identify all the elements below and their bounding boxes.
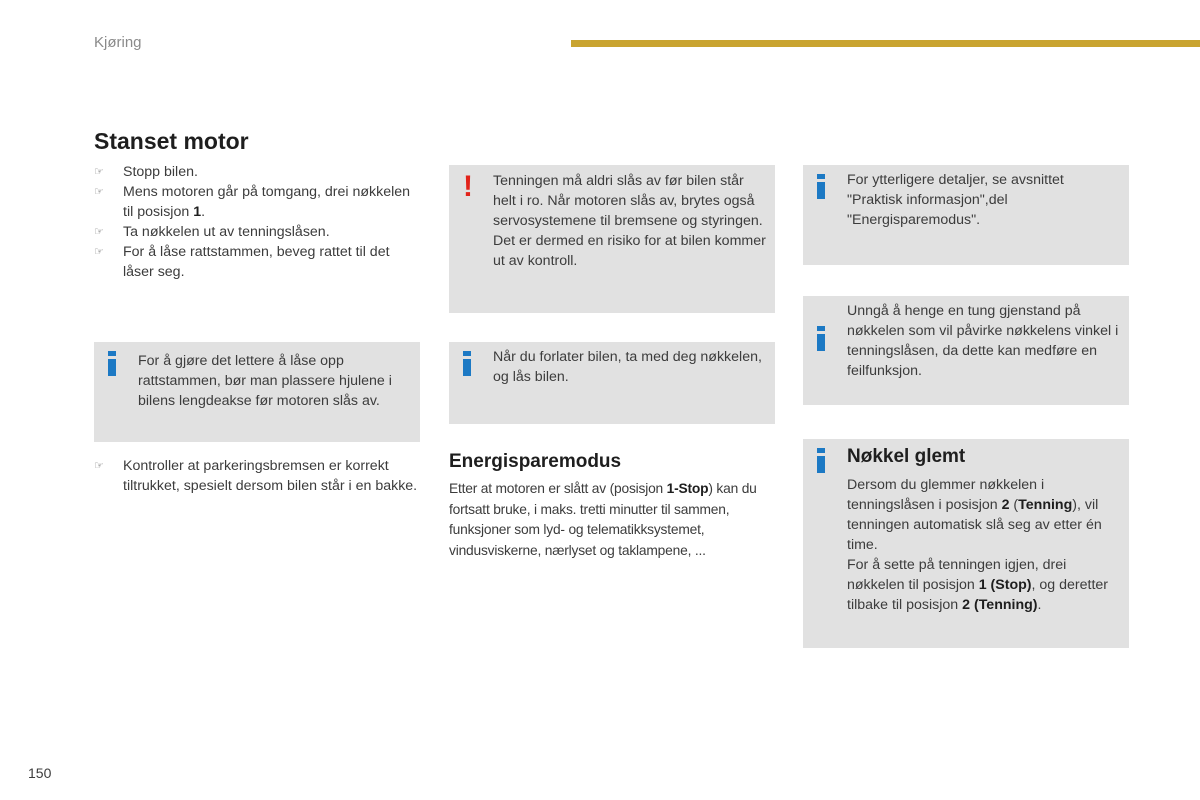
list-item	[94, 182, 420, 222]
text: .	[1037, 597, 1042, 613]
text: (	[1009, 497, 1019, 513]
energy-paragraph	[449, 479, 775, 561]
step-text-end: .	[201, 204, 206, 220]
pointing-hand-icon: ☞	[94, 226, 104, 238]
text: Dersom du glemmer nøkkelen i tenningslåsen i posisjon	[847, 477, 1045, 513]
info-box-heavy-object	[803, 296, 1129, 405]
pointing-hand-icon: ☞	[94, 186, 104, 198]
pointing-hand-icon: ☞	[94, 166, 104, 178]
step-text: Ta nøkkelen ut av tenningslåsen.	[123, 224, 330, 240]
pointing-hand-icon: ☞	[94, 246, 104, 258]
energy-bold: 1-Stop	[666, 481, 709, 496]
section-label: Kjøring	[94, 34, 142, 51]
energy-heading: Energisparemodus	[449, 451, 622, 472]
bold-text: 2 (Tenning)	[962, 597, 1038, 613]
forgotten-key-content	[847, 445, 1121, 615]
info-text: Når du forlater bilen, ta med deg nøkkelen, og lås bilen.	[493, 349, 762, 385]
info-icon	[816, 448, 826, 474]
info-text: For ytterligere detaljer, se avsnittet "Praktisk informasjon",del "Energisparemodus".	[847, 172, 1064, 228]
step-text: Mens motoren går på tomgang, drei nøkkelen til posisjon	[123, 184, 411, 220]
stop-steps-list	[94, 162, 420, 282]
info-box-details	[803, 165, 1129, 265]
forgotten-key-paragraph-1	[847, 475, 1121, 555]
energy-text-end: ) kan du fortsatt bruke, i maks. tretti minutter til sammen, funksjoner som lyd- og telematikksystemet, vindusviskerne, nærlyset og taklampene, ...	[449, 481, 757, 558]
step-text: Kontroller at parkeringsbremsen er korrekt tiltrukket, spesielt dersom bilen står i en bakke.	[123, 458, 418, 494]
text: ), vil tenningen automatisk slå seg av etter én time.	[847, 497, 1102, 553]
info-text: For å gjøre det lettere å låse opp rattstammen, bør man plassere hjulene i bilens lengdeakse før motoren slås av.	[138, 353, 392, 409]
bold-text: Tenning	[1018, 497, 1073, 513]
info-icon	[107, 351, 117, 377]
bold-text: 2	[1001, 497, 1010, 513]
warning-icon: !	[463, 170, 473, 203]
info-box-steering	[94, 342, 420, 442]
text: , og deretter tilbake til posisjon	[847, 577, 1109, 613]
text: For å sette på tenningen igjen, drei nøkkelen til posisjon	[847, 557, 1067, 593]
forgotten-key-heading: Nøkkel glemt	[847, 446, 966, 467]
header-rule	[571, 40, 1200, 47]
page-title: Stanset motor	[94, 128, 249, 154]
warning-box-ignition	[449, 165, 775, 313]
list-item	[94, 242, 420, 282]
info-icon	[462, 351, 472, 377]
energy-text-start: Etter at motoren er slått av (posisjon	[449, 481, 667, 496]
parking-steps-list	[94, 456, 420, 496]
list-item	[94, 222, 420, 242]
page-number: 150	[28, 765, 52, 781]
list-item	[94, 456, 420, 496]
info-text: Unngå å henge en tung gjenstand på nøkkelen som vil påvirke nøkkelens vinkel i tenningslåsen, da dette kan medføre en feilfunksjon.	[847, 303, 1119, 379]
warning-text: Tenningen må aldri slås av før bilen står helt i ro. Når motoren slås av, brytes også servosystemene til bremsene og styringen. Det er dermed en risiko for at bilen kommer ut av kontroll.	[493, 173, 766, 269]
pointing-hand-icon: ☞	[94, 460, 104, 472]
info-icon	[816, 174, 826, 200]
info-icon	[816, 326, 826, 352]
list-item	[94, 162, 420, 182]
step-text: Stopp bilen.	[123, 164, 198, 180]
info-box-forgotten-key	[803, 439, 1129, 648]
step-bold: 1	[193, 204, 202, 220]
info-box-key	[449, 342, 775, 424]
bold-text: 1 (Stop)	[978, 577, 1032, 593]
forgotten-key-paragraph-2	[847, 555, 1121, 615]
step-text: For å låse rattstammen, beveg rattet til det låser seg.	[123, 244, 390, 280]
